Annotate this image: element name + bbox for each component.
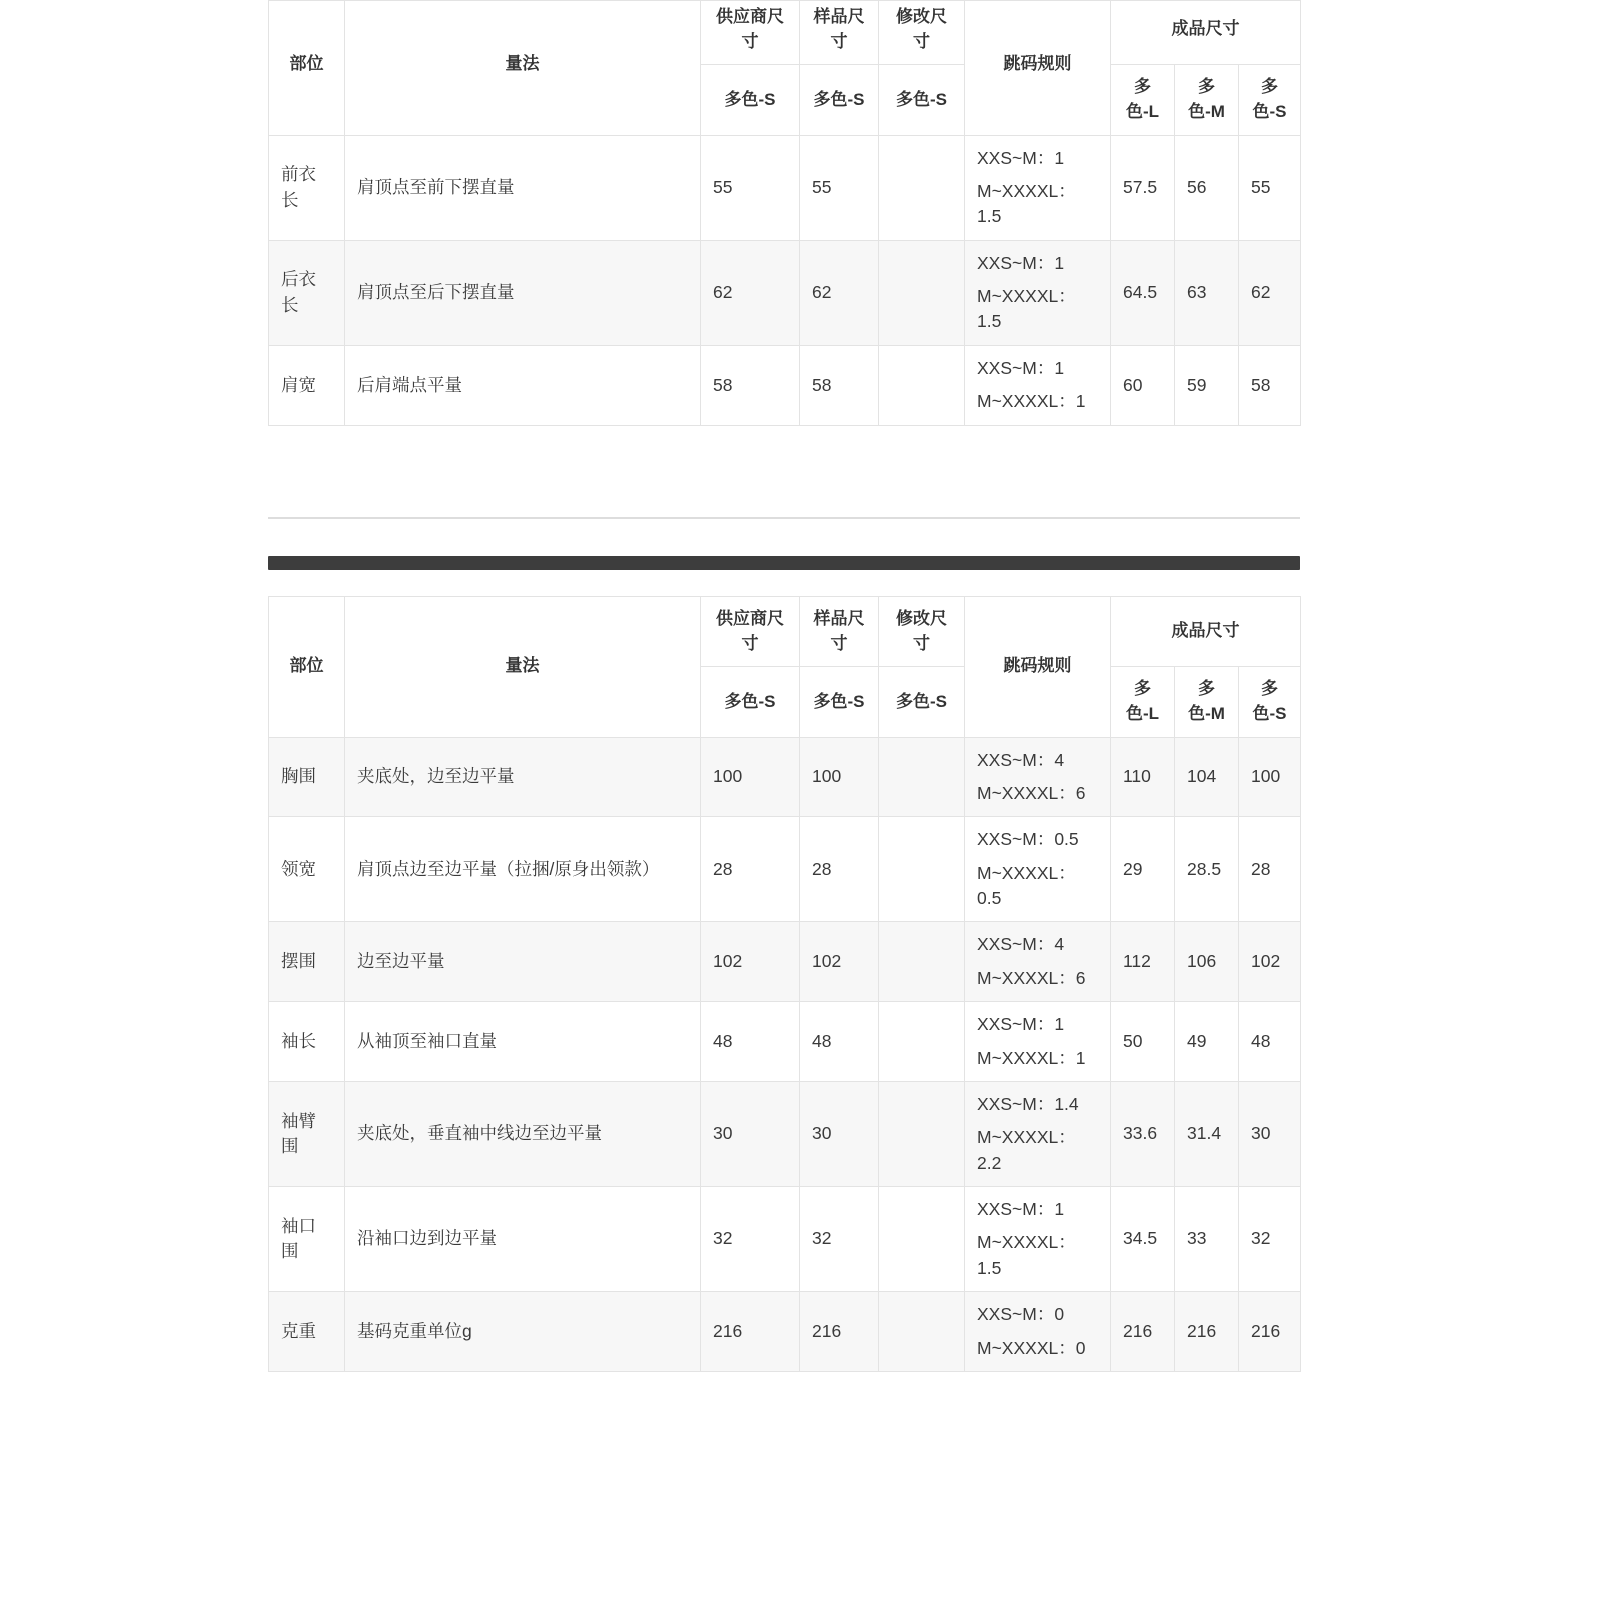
table-1-header [269,0,1301,135]
cell-finished_l: 29 [1111,817,1175,922]
col-header-modified-size: 修改尺寸 [879,0,965,65]
cell-finished_s: 28 [1239,817,1301,922]
grading-rule-line-1: XXS~M：4 [977,749,1065,770]
grading-rule-line-1: XXS~M：1.4 [977,1093,1079,1114]
table-row [269,1292,1301,1372]
col-header-supplier-size: 供应商尺寸 [701,0,800,65]
cell-part: 后衣长 [269,240,345,345]
col-header-finished-size: 成品尺寸 [1111,0,1301,65]
table-2-header [269,597,1301,738]
cell-grading-rule [965,1292,1111,1372]
table-row [269,135,1301,240]
cell-finished_s: 58 [1239,345,1301,425]
grading-rule-line-1: XXS~M：1 [977,357,1065,378]
sub-header-modified: 多色-S [879,667,965,737]
col-header-finished-size: 成品尺寸 [1111,597,1301,667]
cell-finished_s: 55 [1239,135,1301,240]
cell-sample: 62 [800,240,879,345]
cell-method: 从袖顶至袖口直量 [345,1002,701,1082]
cell-sample: 48 [800,1002,879,1082]
cell-modified [879,1002,965,1082]
cell-sample: 32 [800,1187,879,1292]
cell-supplier: 58 [701,345,800,425]
cell-finished_m: 33 [1175,1187,1239,1292]
grading-rule-line-1: XXS~M：4 [977,934,1065,955]
sub-header-finished-m: 多色-M [1175,667,1239,737]
grading-rule-line-1: XXS~M：0 [977,1304,1065,1325]
grading-rule-line-2: M~XXXXL：6 [977,782,1086,803]
sub-header-sample: 多色-S [800,667,879,737]
grading-rule-line-2: M~XXXXL：1 [977,391,1086,412]
cell-grading-rule [965,135,1111,240]
cell-finished_l: 64.5 [1111,240,1175,345]
cell-sample: 28 [800,817,879,922]
col-header-method: 量法 [345,597,701,738]
cell-sample: 30 [800,1081,879,1186]
table-row [269,737,1301,817]
cell-method: 肩顶点边至边平量（拉捆/原身出领款） [345,817,701,922]
cell-part: 胸围 [269,737,345,817]
grading-rule-line-2: M~XXXXL：1.5 [977,286,1076,332]
cell-modified [879,240,965,345]
cell-supplier: 32 [701,1187,800,1292]
table-row [269,1187,1301,1292]
cell-modified [879,737,965,817]
cell-method: 边至边平量 [345,922,701,1002]
cell-grading-rule [965,922,1111,1002]
cell-finished_s: 30 [1239,1081,1301,1186]
cell-modified [879,135,965,240]
table-row [269,1081,1301,1186]
cell-grading-rule [965,1002,1111,1082]
cell-finished_s: 62 [1239,240,1301,345]
cell-finished_s: 48 [1239,1002,1301,1082]
col-header-part: 部位 [269,597,345,738]
col-header-supplier-size: 供应商尺寸 [701,597,800,667]
cell-modified [879,1081,965,1186]
cell-supplier: 100 [701,737,800,817]
section-thin-divider [268,517,1300,519]
sub-header-finished-s: 多色-S [1239,65,1301,135]
col-header-part: 部位 [269,0,345,135]
col-header-grading-rule: 跳码规则 [965,597,1111,738]
cell-supplier: 48 [701,1002,800,1082]
cell-sample: 58 [800,345,879,425]
cell-method: 肩顶点至前下摆直量 [345,135,701,240]
cell-part: 克重 [269,1292,345,1372]
sub-header-sample: 多色-S [800,65,879,135]
cell-part: 袖口围 [269,1187,345,1292]
cell-sample: 102 [800,922,879,1002]
cell-part: 领宽 [269,817,345,922]
cell-finished_m: 31.4 [1175,1081,1239,1186]
table-1-body [269,135,1301,425]
table-row [269,1002,1301,1082]
cell-grading-rule [965,737,1111,817]
cell-supplier: 30 [701,1081,800,1186]
cell-finished_m: 28.5 [1175,817,1239,922]
cell-grading-rule [965,817,1111,922]
sub-header-finished-m: 多色-M [1175,65,1239,135]
cell-modified [879,922,965,1002]
spec-table-1 [268,0,1301,426]
cell-sample: 216 [800,1292,879,1372]
cell-part: 袖臂围 [269,1081,345,1186]
grading-rule-line-1: XXS~M：1 [977,1199,1065,1220]
cell-finished_s: 216 [1239,1292,1301,1372]
cell-finished_m: 106 [1175,922,1239,1002]
sub-header-modified: 多色-S [879,65,965,135]
grading-rule-line-1: XXS~M：1 [977,1014,1065,1035]
spec-table-2 [268,596,1301,1372]
header-row-top [269,0,1301,65]
cell-finished_m: 59 [1175,345,1239,425]
sub-header-finished-l: 多色-L [1111,65,1175,135]
col-header-modified-size: 修改尺寸 [879,597,965,667]
cell-finished_l: 60 [1111,345,1175,425]
grading-rule-line-2: M~XXXXL：1.5 [977,180,1076,227]
section-thick-divider [268,556,1300,570]
sub-header-finished-l: 多色-L [1111,667,1175,737]
cell-finished_l: 57.5 [1111,135,1175,240]
cell-grading-rule [965,240,1111,345]
grading-rule-line-2: M~XXXXL：0 [977,1337,1086,1358]
sub-header-finished-s: 多色-S [1239,667,1301,737]
cell-method: 基码克重单位g [345,1292,701,1372]
cell-supplier: 216 [701,1292,800,1372]
cell-supplier: 102 [701,922,800,1002]
cell-part: 袖长 [269,1002,345,1082]
grading-rule-line-2: M~XXXXL：2.2 [977,1127,1076,1173]
cell-method: 夹底处，垂直袖中线边至边平量 [345,1081,701,1186]
table-2-body [269,737,1301,1371]
cell-supplier: 28 [701,817,800,922]
cell-grading-rule [965,1081,1111,1186]
grading-rule-line-1: XXS~M：1 [977,147,1065,168]
grading-rule-line-2: M~XXXXL：1 [977,1047,1086,1068]
cell-grading-rule [965,345,1111,425]
table-row [269,240,1301,345]
cell-finished_l: 112 [1111,922,1175,1002]
col-header-method: 量法 [345,0,701,135]
spec-table-2-container [268,596,1300,1372]
cell-modified [879,817,965,922]
cell-finished_l: 216 [1111,1292,1175,1372]
cell-grading-rule [965,1187,1111,1292]
cell-finished_m: 49 [1175,1002,1239,1082]
grading-rule-line-1: XXS~M：1 [977,252,1065,273]
sub-header-supplier: 多色-S [701,667,800,737]
grading-rule-line-2: M~XXXXL：6 [977,967,1086,988]
table-row [269,817,1301,922]
cell-finished_m: 63 [1175,240,1239,345]
cell-finished_l: 110 [1111,737,1175,817]
grading-rule-line-2: M~XXXXL：0.5 [977,862,1076,909]
table-row [269,345,1301,425]
cell-finished_m: 216 [1175,1292,1239,1372]
cell-modified [879,1292,965,1372]
cell-sample: 55 [800,135,879,240]
cell-modified [879,345,965,425]
col-header-grading-rule: 跳码规则 [965,0,1111,135]
cell-finished_s: 100 [1239,737,1301,817]
col-header-sample-size: 样品尺寸 [800,597,879,667]
cell-finished_l: 50 [1111,1002,1175,1082]
cell-part: 肩宽 [269,345,345,425]
cell-modified [879,1187,965,1292]
cell-finished_s: 102 [1239,922,1301,1002]
cell-method: 肩顶点至后下摆直量 [345,240,701,345]
cell-finished_m: 104 [1175,737,1239,817]
grading-rule-line-2: M~XXXXL：1.5 [977,1232,1076,1278]
col-header-sample-size: 样品尺寸 [800,0,879,65]
cell-supplier: 62 [701,240,800,345]
spec-table-1-container [268,0,1300,426]
cell-part: 前衣长 [269,135,345,240]
header-row-top [269,597,1301,667]
cell-finished_l: 33.6 [1111,1081,1175,1186]
cell-method: 后肩端点平量 [345,345,701,425]
cell-finished_m: 56 [1175,135,1239,240]
cell-finished_s: 32 [1239,1187,1301,1292]
cell-method: 夹底处，边至边平量 [345,737,701,817]
cell-finished_l: 34.5 [1111,1187,1175,1292]
table-row [269,922,1301,1002]
cell-part: 摆围 [269,922,345,1002]
cell-method: 沿袖口边到边平量 [345,1187,701,1292]
grading-rule-line-1: XXS~M：0.5 [977,829,1079,850]
cell-sample: 100 [800,737,879,817]
cell-supplier: 55 [701,135,800,240]
sub-header-supplier: 多色-S [701,65,800,135]
